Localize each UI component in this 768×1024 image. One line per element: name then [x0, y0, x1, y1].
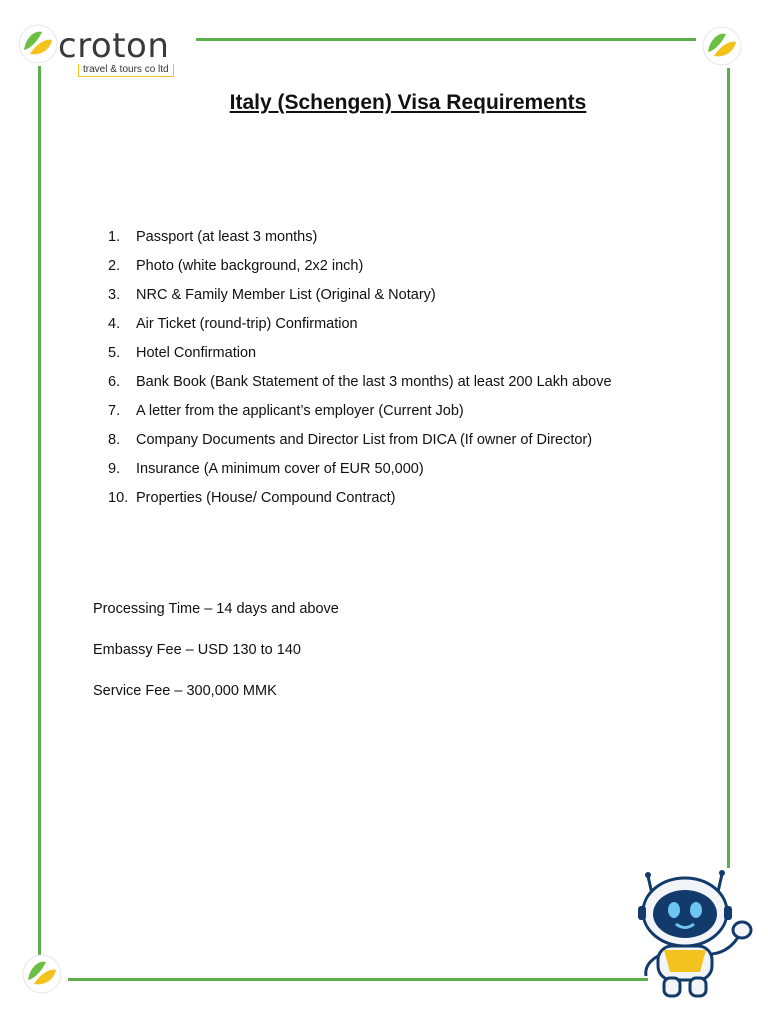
list-item-text: Passport (at least 3 months)	[136, 229, 318, 245]
robot-mascot-icon	[630, 868, 758, 1004]
list-item-number: 2.	[108, 258, 121, 274]
list-item	[108, 458, 612, 487]
list-item-text: NRC & Family Member List (Original & Notary)	[136, 287, 436, 303]
frame-left-border	[38, 66, 41, 966]
list-item	[108, 429, 612, 458]
list-item-number: 10.	[108, 490, 129, 506]
list-item	[108, 400, 612, 429]
brand-name: croton	[58, 26, 170, 66]
list-item-number: 3.	[108, 287, 121, 303]
requirements-list	[108, 226, 612, 516]
list-item-text: Hotel Confirmation	[136, 345, 257, 361]
list-item	[108, 255, 612, 284]
list-item-text: Properties (House/ Compound Contract)	[136, 490, 396, 506]
list-item	[108, 226, 612, 255]
list-item-text: Air Ticket (round-trip) Confirmation	[136, 316, 358, 332]
list-item-text: Company Documents and Director List from DICA (If owner of Director)	[136, 432, 593, 448]
list-item	[108, 313, 612, 342]
frame-bottom-border	[68, 978, 648, 981]
list-item-number: 1.	[108, 229, 121, 245]
list-item-number: 5.	[108, 345, 121, 361]
service-fee: Service Fee – 300,000 MMK	[93, 683, 277, 699]
page-title: Italy (Schengen) Visa Requirements	[229, 91, 587, 114]
list-item	[108, 487, 612, 516]
fees-section	[93, 598, 339, 721]
list-item-text: A letter from the applicant’s employer (Current Job)	[136, 403, 464, 419]
brand-logo	[58, 26, 196, 78]
list-item-number: 4.	[108, 316, 121, 332]
list-item	[108, 371, 612, 400]
list-item-text: Photo (white background, 2x2 inch)	[136, 258, 364, 274]
embassy-fee: Embassy Fee – USD 130 to 140	[93, 642, 301, 658]
list-item	[108, 342, 612, 371]
list-item-text: Bank Book (Bank Statement of the last 3 months) at least 200 Lakh above	[136, 374, 612, 390]
processing-time: Processing Time – 14 days and above	[93, 601, 339, 617]
frame-right-border	[727, 68, 730, 868]
list-item-number: 7.	[108, 403, 121, 419]
list-item	[108, 284, 612, 313]
leaf-icon	[700, 24, 744, 68]
list-item-number: 8.	[108, 432, 121, 448]
list-item-number: 9.	[108, 461, 121, 477]
leaf-icon	[20, 952, 64, 996]
frame-top-border	[196, 38, 696, 41]
list-item-number: 6.	[108, 374, 121, 390]
list-item-text: Insurance (A minimum cover of EUR 50,000)	[136, 461, 424, 477]
brand-tagline: travel & tours co ltd	[78, 64, 174, 77]
leaf-icon	[16, 22, 60, 66]
